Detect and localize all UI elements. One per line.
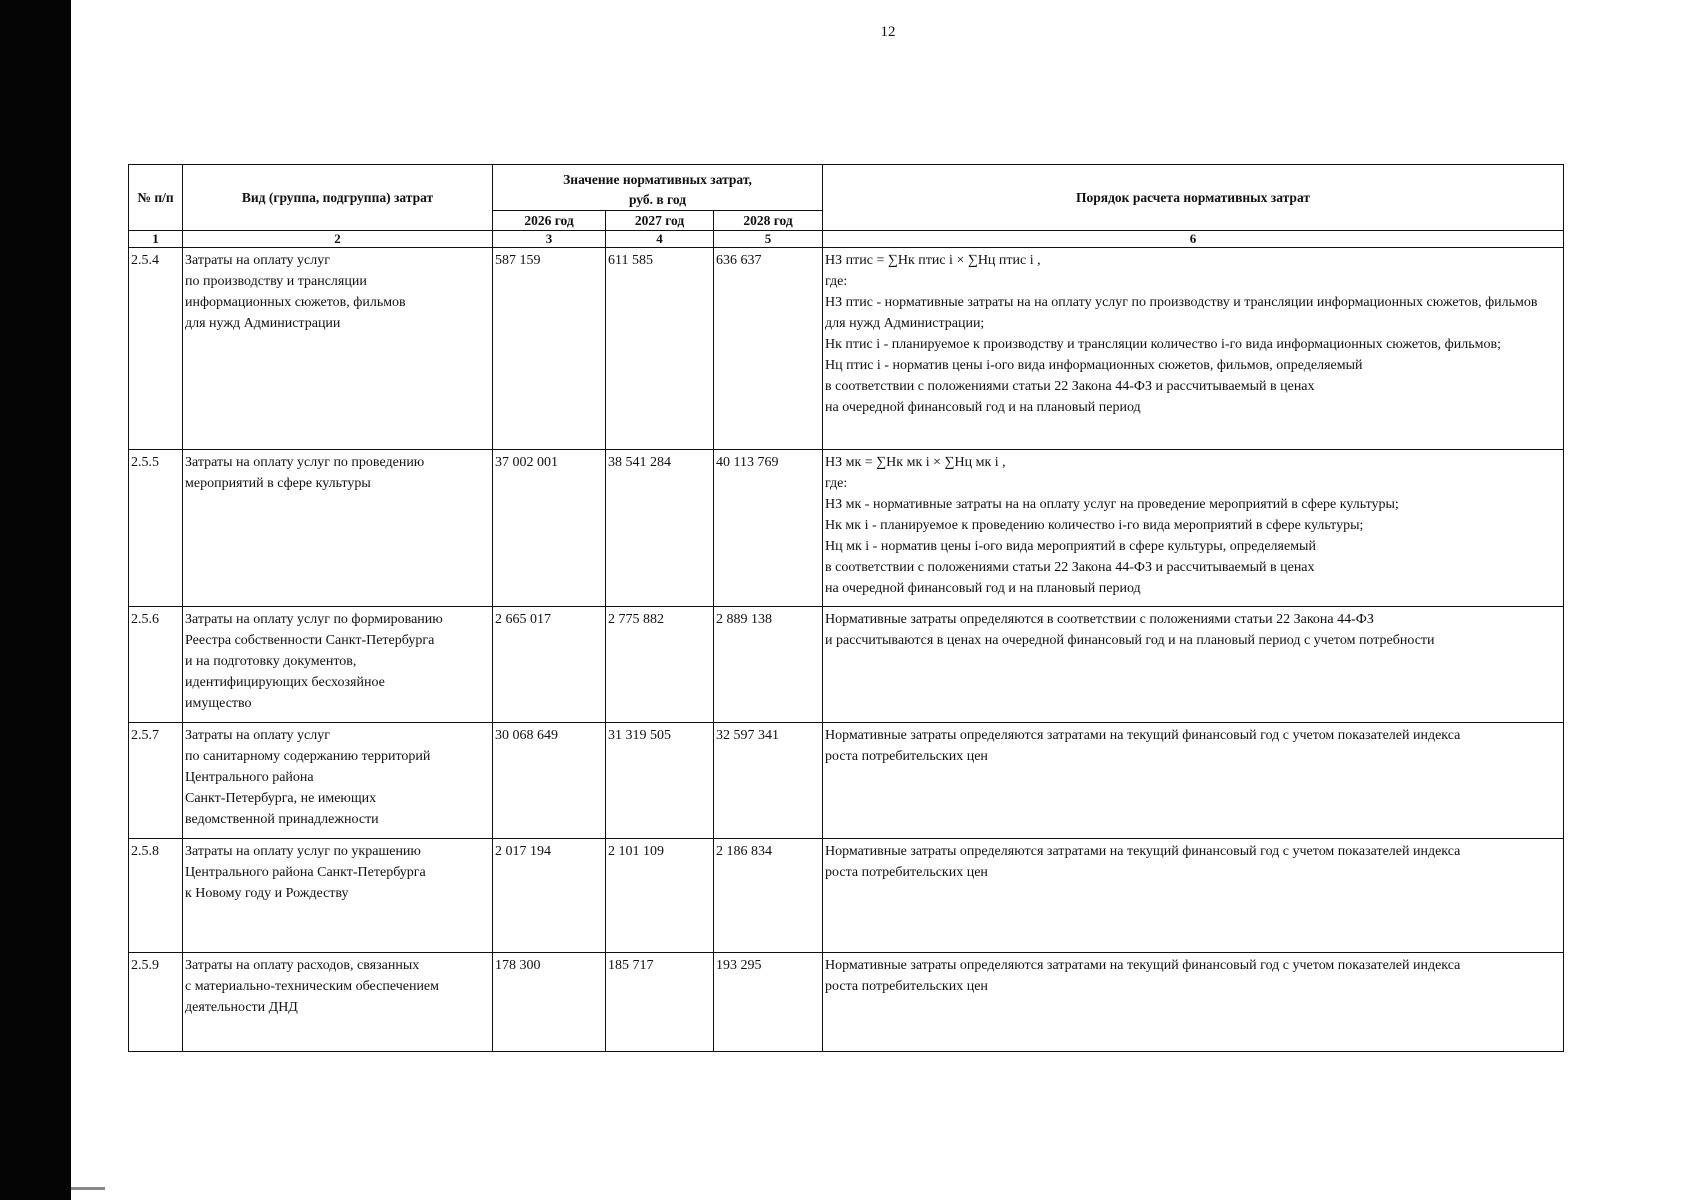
cost-kind: Затраты на оплату услуг по санитарному содержанию территорий Центрального района Санкт-Петербурга, не имеющих ведомственной принадлежности — [183, 723, 493, 839]
header-calc-order: Порядок расчета нормативных затрат — [823, 165, 1564, 231]
table-row — [129, 953, 1564, 1052]
calc-method: НЗ мк = ∑Нк мк i × ∑Нц мк i , где: НЗ мк - нормативные затраты на на оплату услуг на проведение мероприятий в сфере культуры; Нк мк i - планируемое к проведению количество i-го вида мероприятий в сфере культуры; Нц мк i - норматив цены i-ого вида мероприятий в сфере культуры, определяемый в соответствии с положениями статьи 22 Закона 44-ФЗ и рассчитываемый в ценах на очередной финансовый год и на плановый период — [823, 450, 1564, 607]
row-num: 2.5.4 — [129, 248, 183, 450]
cost-kind: Затраты на оплату расходов, связанных с материально-техническим обеспечением деятельности ДНД — [183, 953, 493, 1052]
value-2026: 37 002 001 — [493, 450, 606, 607]
value-2026: 30 068 649 — [493, 723, 606, 839]
header-value-group: Значение нормативных затрат, руб. в год — [493, 165, 823, 211]
row-num: 2.5.7 — [129, 723, 183, 839]
header-year-2028: 2028 год — [714, 211, 823, 231]
table-row — [129, 723, 1564, 839]
table-row — [129, 450, 1564, 607]
calc-method: Нормативные затраты определяются затратами на текущий финансовый год с учетом показателей индекса роста потребительских цен — [823, 723, 1564, 839]
value-2027: 611 585 — [606, 248, 714, 450]
table-row — [129, 839, 1564, 953]
column-number: 6 — [823, 231, 1564, 248]
cost-kind: Затраты на оплату услуг по украшению Центрального района Санкт-Петербурга к Новому году и Рождеству — [183, 839, 493, 953]
column-number: 5 — [714, 231, 823, 248]
value-2026: 587 159 — [493, 248, 606, 450]
value-2028: 40 113 769 — [714, 450, 823, 607]
value-2026: 2 017 194 — [493, 839, 606, 953]
scan-edge-mark — [71, 1187, 105, 1190]
row-num: 2.5.6 — [129, 607, 183, 723]
value-2027: 2 775 882 — [606, 607, 714, 723]
table-row — [129, 248, 1564, 450]
value-2027: 38 541 284 — [606, 450, 714, 607]
row-num: 2.5.8 — [129, 839, 183, 953]
value-2027: 185 717 — [606, 953, 714, 1052]
calc-method: Нормативные затраты определяются затратами на текущий финансовый год с учетом показателей индекса роста потребительских цен — [823, 839, 1564, 953]
scan-edge-bar — [0, 0, 71, 1200]
normative-costs-table-container — [128, 164, 1563, 1052]
value-2028: 2 889 138 — [714, 607, 823, 723]
header-num: № п/п — [129, 165, 183, 231]
value-2026: 2 665 017 — [493, 607, 606, 723]
normative-costs-table — [128, 164, 1564, 1052]
calc-method: НЗ птис = ∑Нк птис i × ∑Нц птис i , где: НЗ птис - нормативные затраты на на оплату услуг по производству и трансляции информационных сюжетов, фильмов для нужд Администрации; Нк птис i - планируемое к производству и трансляции количество i-го вида информационных сюжетов, фильмов; Нц птис i - норматив цены i-ого вида информационных сюжетов, фильмов, определяемый в соответствии с положениями статьи 22 Закона 44-ФЗ и рассчитываемый в ценах на очередной финансовый год и на плановый период — [823, 248, 1564, 450]
column-number: 3 — [493, 231, 606, 248]
row-num: 2.5.5 — [129, 450, 183, 607]
calc-method: Нормативные затраты определяются в соответствии с положениями статьи 22 Закона 44-ФЗ и рассчитываются в ценах на очередной финансовый год и на плановый период с учетом потребности — [823, 607, 1564, 723]
column-number: 2 — [183, 231, 493, 248]
value-2026: 178 300 — [493, 953, 606, 1052]
header-year-2027: 2027 год — [606, 211, 714, 231]
cost-kind: Затраты на оплату услуг по производству и трансляции информационных сюжетов, фильмов для нужд Администрации — [183, 248, 493, 450]
page-number: 12 — [880, 24, 896, 40]
column-number: 4 — [606, 231, 714, 248]
column-number: 1 — [129, 231, 183, 248]
cost-kind: Затраты на оплату услуг по формированию Реестра собственности Санкт-Петербурга и на подготовку документов, идентифицирующих бесхозяйное имущество — [183, 607, 493, 723]
value-2027: 2 101 109 — [606, 839, 714, 953]
row-num: 2.5.9 — [129, 953, 183, 1052]
header-cost-kind: Вид (группа, подгруппа) затрат — [183, 165, 493, 231]
value-2028: 193 295 — [714, 953, 823, 1052]
value-2028: 32 597 341 — [714, 723, 823, 839]
value-2028: 636 637 — [714, 248, 823, 450]
calc-method: Нормативные затраты определяются затратами на текущий финансовый год с учетом показателей индекса роста потребительских цен — [823, 953, 1564, 1052]
cost-kind: Затраты на оплату услуг по проведению мероприятий в сфере культуры — [183, 450, 493, 607]
value-2027: 31 319 505 — [606, 723, 714, 839]
header-year-2026: 2026 год — [493, 211, 606, 231]
value-2028: 2 186 834 — [714, 839, 823, 953]
table-row — [129, 607, 1564, 723]
